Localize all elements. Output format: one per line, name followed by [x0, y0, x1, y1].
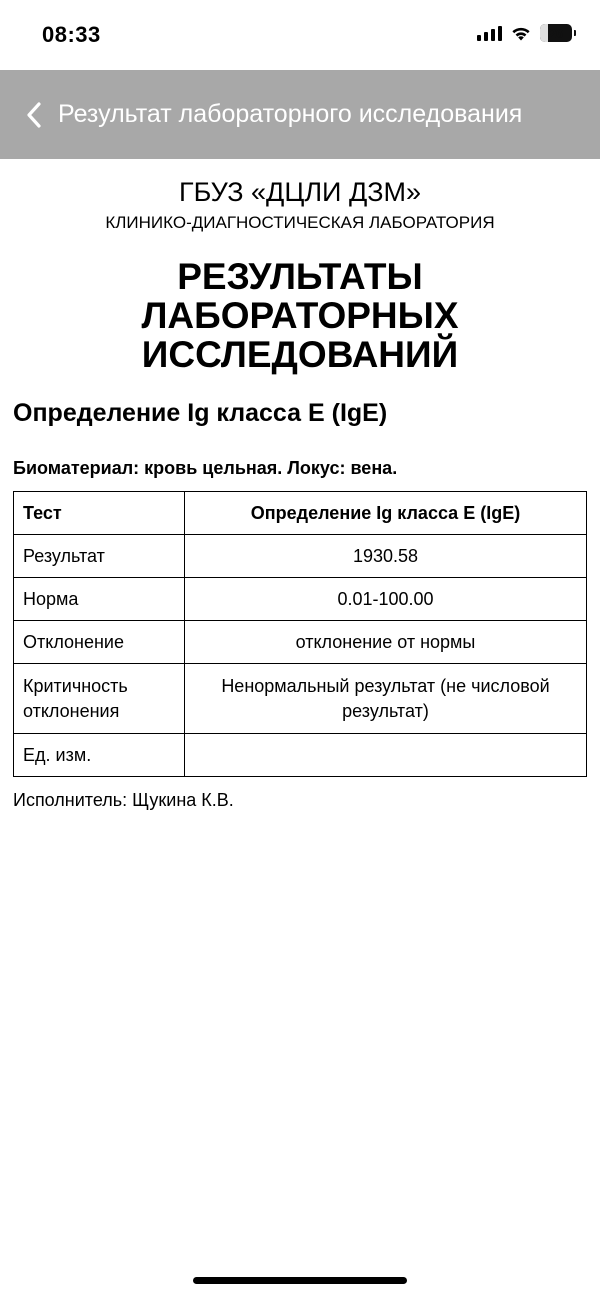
table-row	[14, 535, 587, 578]
chevron-left-icon	[26, 101, 42, 129]
org-subtitle: КЛИНИКО-ДИАГНОСТИЧЕСКАЯ ЛАБОРАТОРИЯ	[105, 213, 495, 232]
row-value: Ненормальный результат (не числовой результат)	[185, 664, 587, 734]
back-button[interactable]	[10, 70, 58, 159]
table-row	[14, 578, 587, 621]
test-heading: Определение Ig класса E (IgE)	[13, 399, 388, 427]
row-value	[185, 734, 587, 777]
table-header-row	[14, 492, 587, 535]
row-label: Критичность отклонения	[14, 664, 185, 734]
row-label: Результат	[14, 535, 185, 578]
row-value: отклонение от нормы	[185, 621, 587, 664]
executor-line: Исполнитель: Щукина К.В.	[13, 790, 234, 810]
nav-bar	[0, 70, 600, 159]
org-name: ГБУЗ «ДЦЛИ ДЗМ»	[178, 177, 422, 207]
results-table	[13, 491, 587, 777]
nav-title: Результат лабораторного исследования	[58, 100, 523, 128]
table-header-value: Определение Ig класса E (IgE)	[185, 492, 587, 535]
home-indicator[interactable]	[193, 1277, 407, 1284]
battery-fill	[540, 24, 548, 42]
status-time: 08:33	[42, 22, 101, 47]
row-value: 0.01-100.00	[185, 578, 587, 621]
table-row	[14, 734, 587, 777]
document-title: РЕЗУЛЬТАТЫ ЛАБОРАТОРНЫХ ИССЛЕДОВАНИЙ	[141, 256, 459, 375]
table-header-label: Тест	[14, 492, 185, 535]
biomaterial-line: Биоматериал: кровь цельная. Локус: вена.	[13, 458, 398, 478]
table-row	[14, 664, 587, 734]
wifi-icon	[510, 25, 532, 41]
status-icons	[477, 24, 572, 42]
row-label: Ед. изм.	[14, 734, 185, 777]
row-value: 1930.58	[185, 535, 587, 578]
row-label: Норма	[14, 578, 185, 621]
battery-icon	[540, 24, 572, 42]
signal-icon	[477, 25, 502, 41]
status-bar	[0, 0, 600, 70]
table-row	[14, 621, 587, 664]
row-label: Отклонение	[14, 621, 185, 664]
battery-level: 26	[548, 25, 564, 41]
